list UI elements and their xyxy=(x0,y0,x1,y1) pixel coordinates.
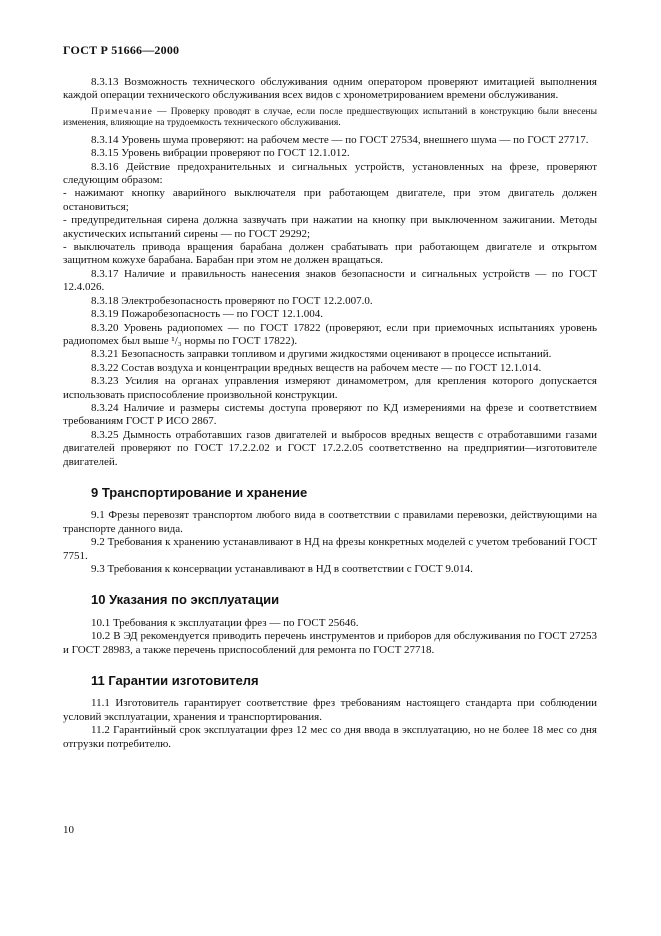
clause-paragraph: 8.3.25 Дымность отработавших газов двигателей и выбросов вредных веществ с отработавшими газами двигателей проверяют по ГОСТ 17.2.2.02 и ГОСТ 17.2.2.05 соответственно на предприятии—изготовителе двигателей. xyxy=(63,428,597,468)
paragraph-8-3-13: 8.3.13 Возможность технического обслуживания одним оператором проверяют имитацией выполнения каждой операции технического обслуживания всех видов с хронометрированием времени обслуживания. xyxy=(63,76,597,102)
section-heading: 9 Транспортирование и хранение xyxy=(91,484,308,500)
note-text: — Проверку проводят в случае, если после предшествующих испытаний в конструкцию были внесены изменения, влияющие на трудоемкость технического обслуживания. xyxy=(63,106,597,128)
clause-paragraph: 8.3.15 Уровень вибрации проверяют по ГОСТ 12.1.012. xyxy=(91,147,350,160)
clause-paragraph: 8.3.17 Наличие и правильность нанесения знаков безопасности и сигнальных устройств — по ГОСТ 12.4.026. xyxy=(63,267,597,294)
list-item: - выключатель привода вращения барабана должен срабатывать при работающем двигателе и открытом защитном кожухе барабана. Барабан при этом не должен вращаться. xyxy=(63,241,597,267)
clause-paragraph: 8.3.23 Усилия на органах управления измеряют динамометром, для крепления которого допускается использовать приспособление произвольной конструкции. xyxy=(63,375,597,401)
clause-paragraph: 8.3.18 Электробезопасность проверяют по ГОСТ 12.2.007.0. xyxy=(91,294,373,307)
section-paragraph: 10.1 Требования к эксплуатации фрез — по ГОСТ 25646. xyxy=(91,616,359,629)
clause-paragraph: 8.3.20 Уровень радиопомех — по ГОСТ 17822 (проверяют, если при приемочных испытаниях уровень радиопомех был выше ¹/₃ нормы по ГОСТ 17822). xyxy=(63,321,597,347)
note xyxy=(63,107,597,129)
note-label: Примечание xyxy=(91,106,154,117)
page-number: 10 xyxy=(63,824,74,836)
section-paragraph: 10.2 В ЭД рекомендуется приводить перечень инструментов и приборов для обслуживания по ГОСТ 27253 и ГОСТ 28983, а также перечень приспособлений для ремонта по ГОСТ 27718. xyxy=(63,630,597,656)
sections xyxy=(63,486,597,751)
section-heading: 10 Указания по эксплуатации xyxy=(91,592,280,608)
clause-paragraph: 8.3.21 Безопасность заправки топливом и другими жидкостями оценивают в процессе испытаний. xyxy=(91,348,552,361)
document-body xyxy=(63,76,597,751)
clause-paragraph: 8.3.24 Наличие и размеры системы доступа проверяют по КД измерениями на фрезе и соответствием требованиям ГОСТ Р ИСО 2867. xyxy=(63,401,597,428)
list-item: - предупредительная сирена должна зазвучать при нажатии на кнопку при выключенном зажигании. Методы акустических испытаний сирены — по ГОСТ 29292; xyxy=(63,214,597,240)
section-paragraph: 11.1 Изготовитель гарантирует соответствие фрез требованиям настоящего стандарта при соблюдении условий эксплуатации, хранения и транспортирования. xyxy=(63,697,597,723)
list-item: - нажимают кнопку аварийного выключателя при работающем двигателе, при этом двигатель должен остановиться; xyxy=(63,187,597,213)
clause-paragraph: 8.3.16 Действие предохранительных и сигнальных устройств, установленных на фрезе, проверяют следующим образом: xyxy=(63,160,597,187)
page-header: ГОСТ Р 51666—2000 xyxy=(63,43,180,57)
clause-paragraph: 8.3.22 Состав воздуха и концентрации вредных веществ на рабочем месте — по ГОСТ 12.1.014. xyxy=(91,361,542,374)
section-heading: 11 Гарантии изготовителя xyxy=(91,673,259,689)
section-paragraph: 9.1 Фрезы перевозят транспортом любого вида в соответствии с правилами перевозки, действующими на транспорте данного вида. xyxy=(63,509,597,535)
section-paragraph: 11.2 Гарантийный срок эксплуатации фрез 12 мес со дня ввода в эксплуатацию, но не более 18 мес со дня отгрузки потребителю. xyxy=(63,724,597,750)
section-paragraph: 9.2 Требования к хранению устанавливают в НД на фрезы конкретных моделей с учетом требований ГОСТ 7751. xyxy=(63,536,597,562)
clause-paragraph: 8.3.14 Уровень шума проверяют: на рабочем месте — по ГОСТ 27534, внешнего шума — по ГОСТ 27717. xyxy=(91,133,589,146)
paragraph-list xyxy=(63,134,597,469)
clause-paragraph: 8.3.19 Пожаробезопасность — по ГОСТ 12.1.004. xyxy=(91,308,324,321)
section-paragraph: 9.3 Требования к консервации устанавливают в НД в соответствии с ГОСТ 9.014. xyxy=(91,563,473,575)
